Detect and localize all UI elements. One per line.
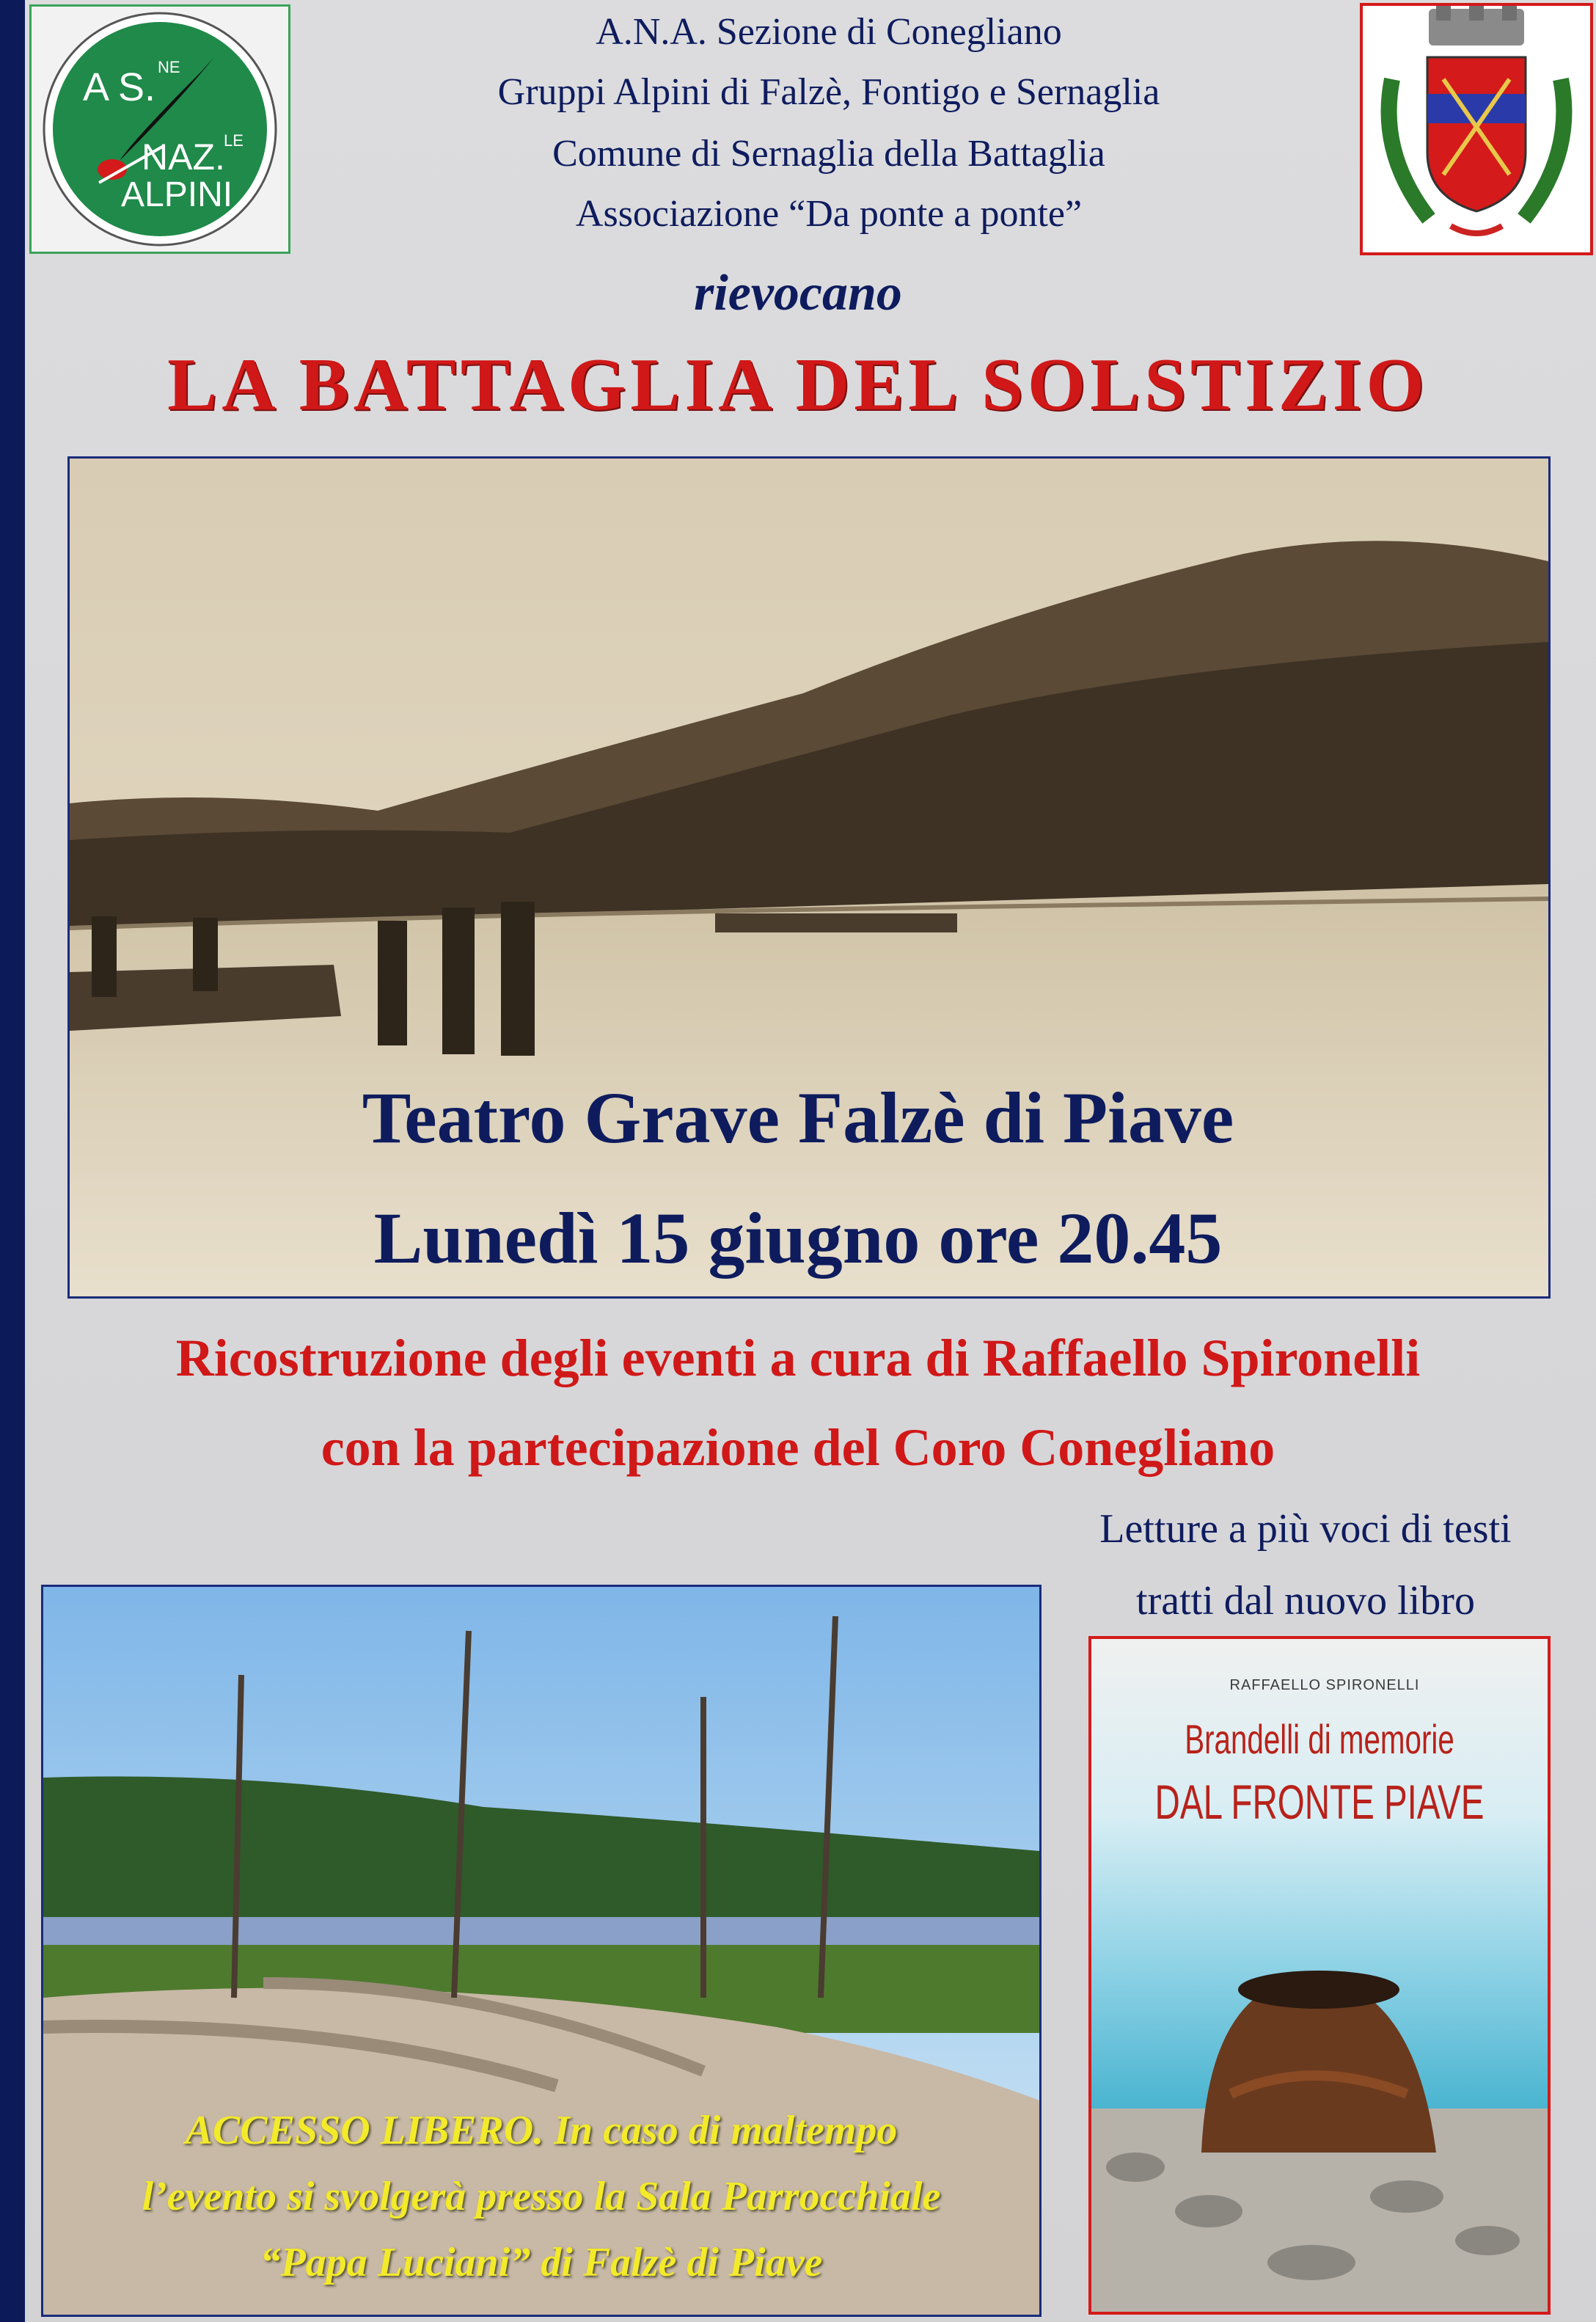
ana-logo-letter-s: S. (118, 65, 156, 109)
access-line-1: ACCESSO LIBERO. In caso di maltempo (185, 2108, 898, 2153)
event-venue: Teatro Grave Falzè di Piave (362, 1077, 1234, 1158)
ana-logo-naz: NAZ. (142, 136, 225, 178)
program-line-2: con la partecipazione del Coro Conegliano (321, 1418, 1275, 1477)
header-line-3: Comune di Sernaglia della Battaglia (552, 133, 1105, 175)
event-date: Lunedì 15 giugno ore 20.45 (373, 1197, 1223, 1279)
subtitle: rievocano (694, 265, 902, 321)
ana-logo-letter-a: A (83, 65, 110, 109)
historic-river-photo (67, 456, 1551, 1299)
header-line-2: Gruppi Alpini di Falzè, Fontigo e Sernaglia (497, 71, 1160, 113)
ana-logo (29, 4, 290, 254)
ana-logo-mark-ne: NE (158, 58, 180, 76)
book-title-line-1: Brandelli di memorie (1185, 1716, 1454, 1762)
header-line-4: Associazione “Da ponte a ponte” (575, 193, 1083, 235)
readings-line-1: Letture a più voci di testi (1099, 1506, 1512, 1552)
header-line-1: A.N.A. Sezione di Conegliano (596, 11, 1062, 53)
book-author: RAFFAELLO SPIRONELLI (1229, 1677, 1420, 1693)
ana-logo-alpini: ALPINI (121, 175, 233, 214)
ana-logo-mark-le: LE (224, 131, 244, 150)
readings-line-2: tratti dal nuovo libro (1136, 1578, 1475, 1624)
coat-of-arms-logo (1360, 3, 1593, 255)
coat-of-arms-icon (1363, 6, 1590, 252)
access-line-3: “Papa Luciani” di Falzè di Piave (260, 2240, 823, 2285)
page-title: LA BATTAGLIA DEL SOLSTIZIO (167, 343, 1429, 426)
program-line-1: Ricostruzione degli eventi a cura di Raffaello Spironelli (175, 1329, 1421, 1387)
access-line-2: l’evento si svolgerà presso la Sala Parrocchiale (142, 2174, 941, 2219)
book-title-line-2: DAL FRONTE PIAVE (1154, 1775, 1485, 1829)
